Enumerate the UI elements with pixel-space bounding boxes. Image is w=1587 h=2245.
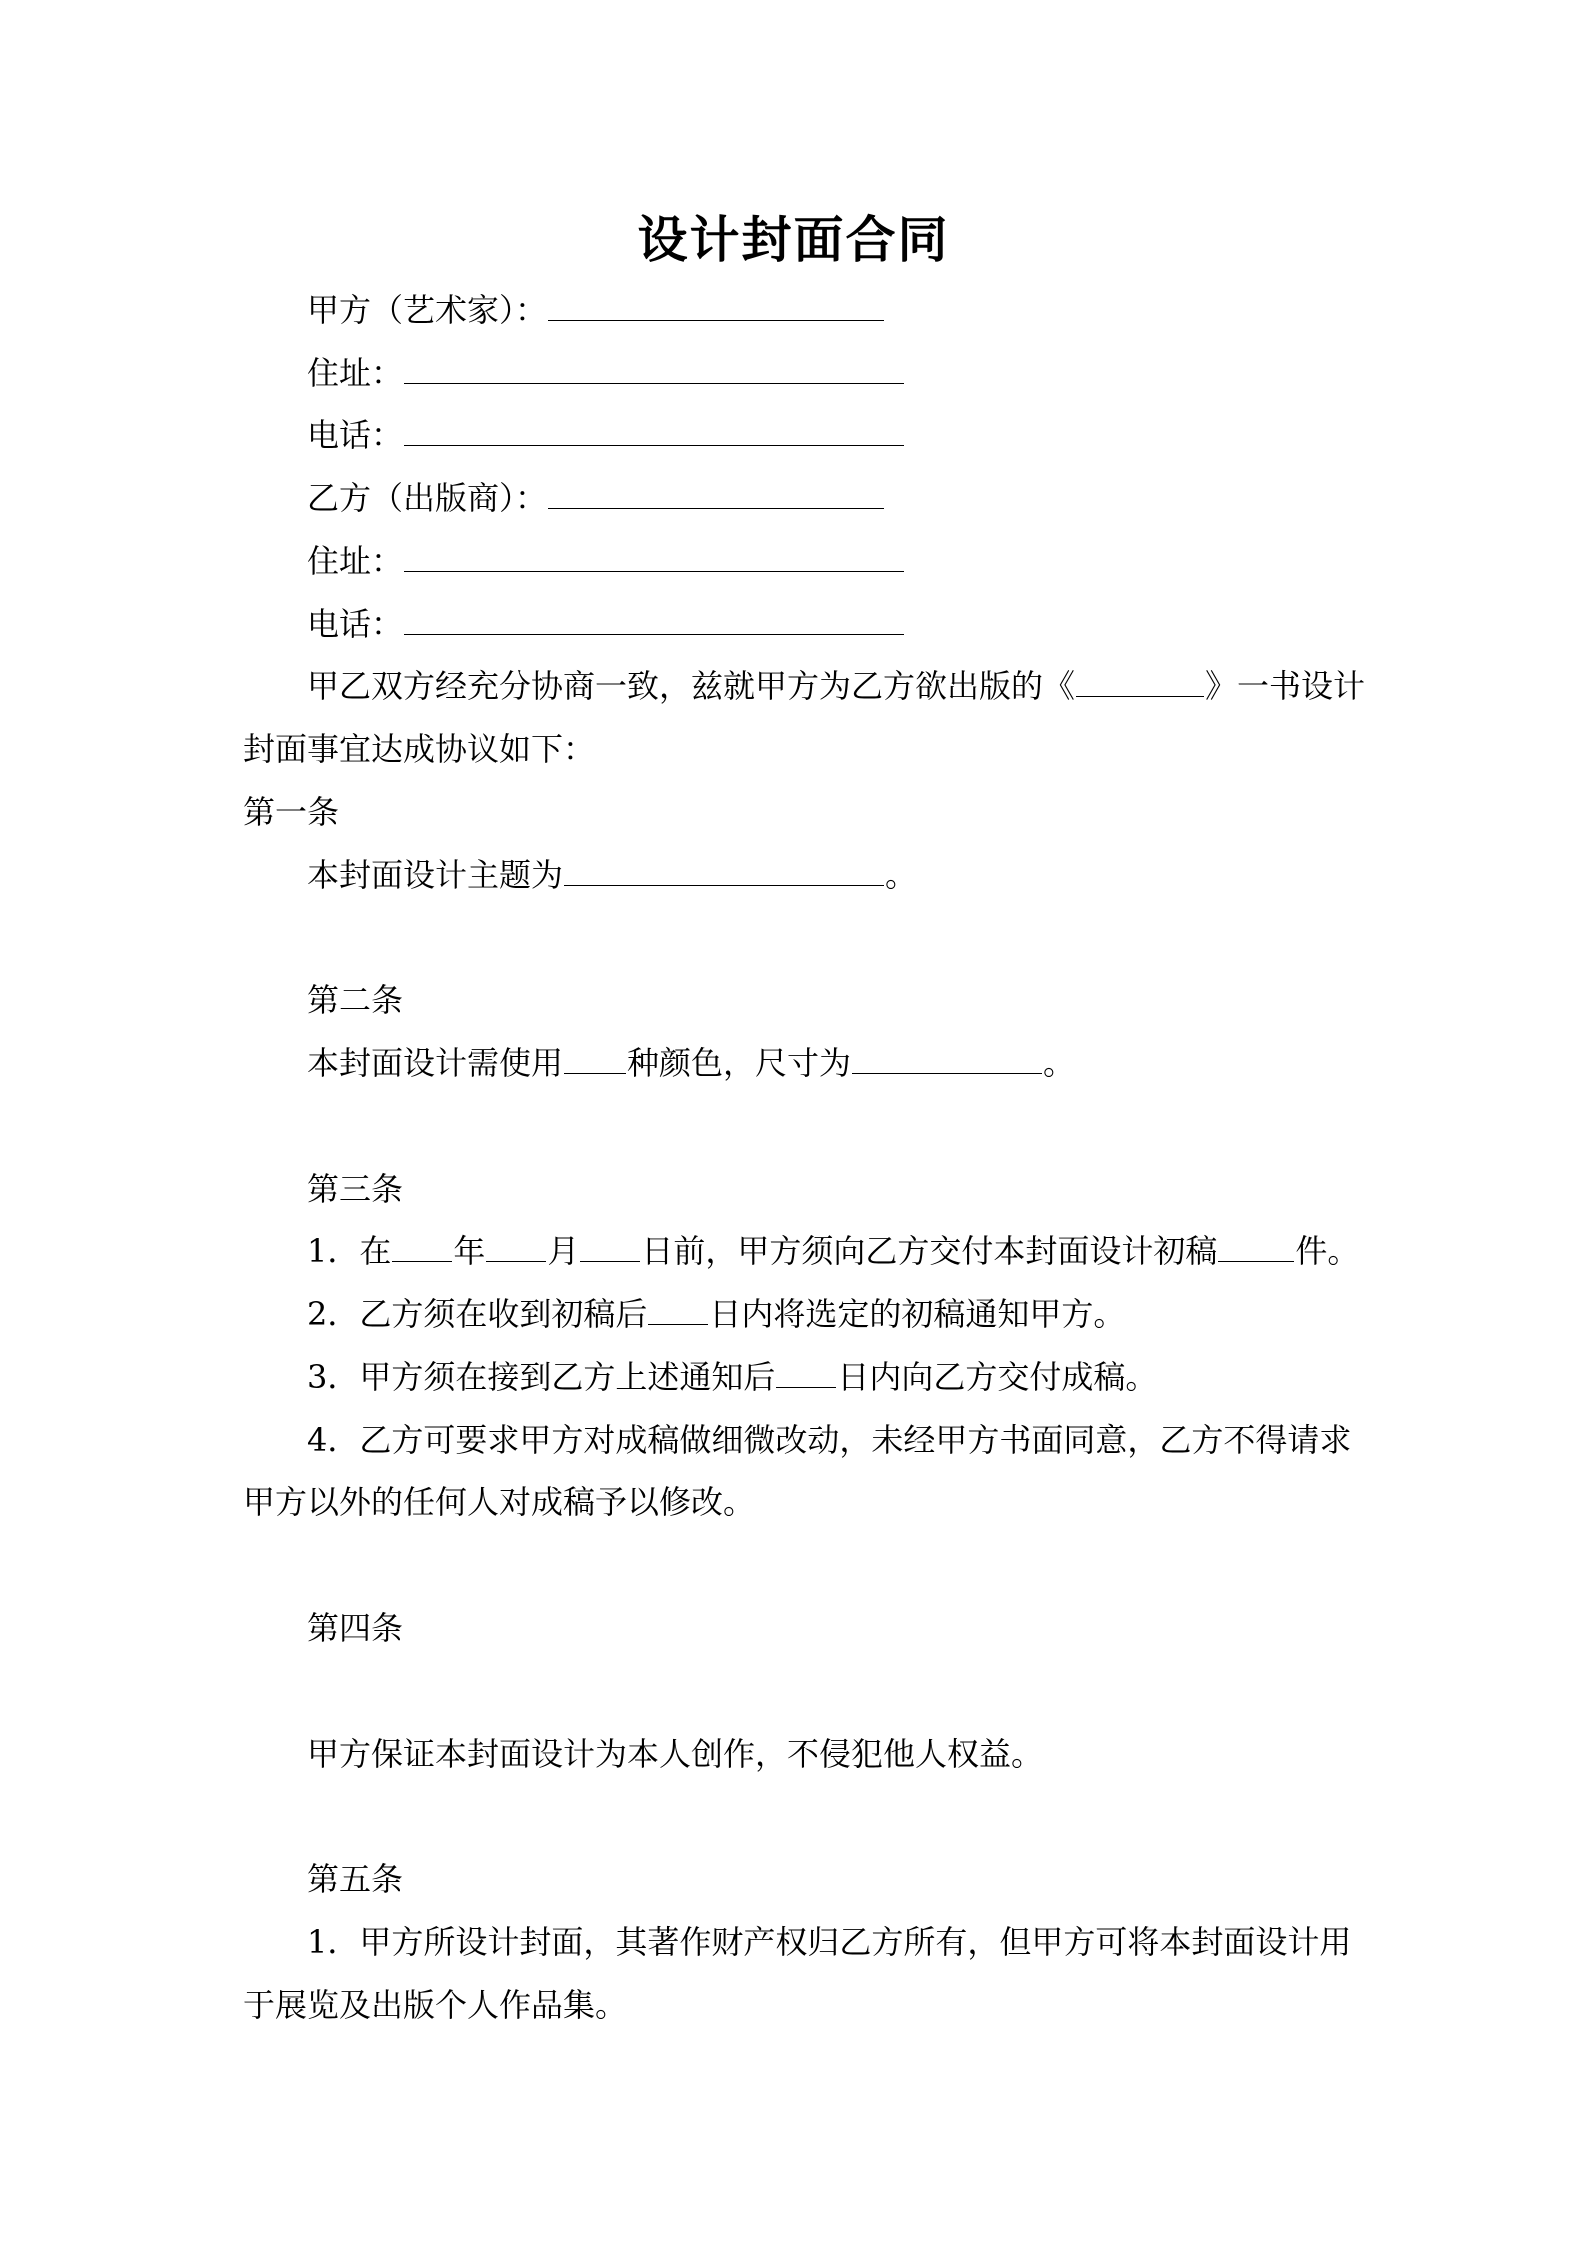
article-3-item-4-line-1: 4．乙方可要求甲方对成稿做细微改动，未经甲方书面同意，乙方不得请求: [307, 1421, 1352, 1459]
article-2-text-1: 本封面设计需使用: [307, 1044, 564, 1082]
article-3-item-1-text-3: 月: [547, 1232, 580, 1270]
size-blank: [852, 1043, 1042, 1074]
party-a-label: 甲方（艺术家）：: [307, 291, 548, 329]
party-a-address-label: 住址：: [307, 354, 404, 392]
month-blank: [486, 1231, 546, 1262]
article-4-heading: 第四条: [307, 1609, 404, 1647]
party-b-address-label: 住址：: [307, 542, 404, 580]
party-a-address-blank: [404, 353, 904, 384]
article-2-text: [307, 1043, 1075, 1083]
draft-count-blank: [1218, 1231, 1294, 1262]
article-5-item-1-line-2: 于展览及出版个人作品集。: [243, 1986, 628, 2024]
article-1-text: [307, 855, 917, 895]
party-a-phone-blank: [404, 415, 904, 446]
party-b-address-line: [307, 541, 905, 581]
article-3-heading: 第三条: [307, 1170, 404, 1208]
article-3-item-2-text-2: 日内将选定的初稿通知甲方。: [709, 1295, 1126, 1333]
article-3-item-2-text-1: 2．乙方须在收到初稿后: [307, 1295, 648, 1333]
preamble-text-1: 甲乙双方经充分协商一致，兹就甲方为乙方欲出版的《: [307, 667, 1076, 705]
party-b-label: 乙方（出版商）：: [307, 479, 548, 517]
article-2-text-3: 。: [1043, 1044, 1076, 1082]
article-1-heading: 第一条: [243, 793, 340, 831]
article-1-text-after: 。: [885, 856, 918, 894]
color-count-blank: [564, 1043, 626, 1074]
article-3-item-1-text-1: 1．在: [307, 1232, 392, 1270]
article-3-item-1: [307, 1231, 1359, 1271]
article-3-item-1-text-4: 日前，甲方须向乙方交付本封面设计初稿: [641, 1232, 1218, 1270]
year-blank: [392, 1231, 452, 1262]
article-3-item-3-text-1: 3．甲方须在接到乙方上述通知后: [307, 1358, 776, 1396]
party-b-phone-line: [307, 604, 905, 644]
document-title: 设计封面合同: [637, 211, 950, 269]
party-a-phone-line: [307, 415, 905, 455]
party-b-address-blank: [404, 541, 904, 572]
article-3-item-4-line-2: 甲方以外的任何人对成稿予以修改。: [243, 1483, 756, 1521]
article-3-item-2: [307, 1294, 1125, 1334]
preamble-text-2: 》一书设计: [1205, 667, 1366, 705]
article-2-heading: 第二条: [307, 981, 404, 1019]
article-4-text: 甲方保证本封面设计为本人创作，不侵犯他人权益。: [307, 1735, 1044, 1773]
party-a-phone-label: 电话：: [307, 416, 404, 454]
party-a-address-line: [307, 353, 905, 393]
article-3-item-3: [307, 1357, 1157, 1397]
article-2-text-2: 种颜色，尺寸为: [627, 1044, 852, 1082]
notify-days-blank: [648, 1294, 708, 1325]
preamble-line-1: [307, 666, 1365, 706]
party-a-name-blank: [548, 290, 884, 321]
article-3-item-3-text-2: 日内向乙方交付成稿。: [837, 1358, 1158, 1396]
article-3-item-1-text-2: 年: [453, 1232, 486, 1270]
party-b-phone-label: 电话：: [307, 605, 404, 643]
party-b-phone-blank: [404, 604, 904, 635]
party-b-name-line: [307, 478, 885, 518]
day-blank: [580, 1231, 640, 1262]
article-5-item-1-line-1: 1．甲方所设计封面，其著作财产权归乙方所有，但甲方可将本封面设计用: [307, 1923, 1352, 1961]
preamble-line-2: 封面事宜达成协议如下：: [243, 730, 596, 768]
article-5-heading: 第五条: [307, 1860, 404, 1898]
book-title-blank: [1076, 666, 1204, 697]
theme-blank: [564, 855, 884, 886]
article-1-text-before: 本封面设计主题为: [307, 856, 564, 894]
delivery-days-blank: [776, 1357, 836, 1388]
article-3-item-1-text-5: 件。: [1295, 1232, 1360, 1270]
party-a-name-line: [307, 290, 885, 330]
party-b-name-blank: [548, 478, 884, 509]
